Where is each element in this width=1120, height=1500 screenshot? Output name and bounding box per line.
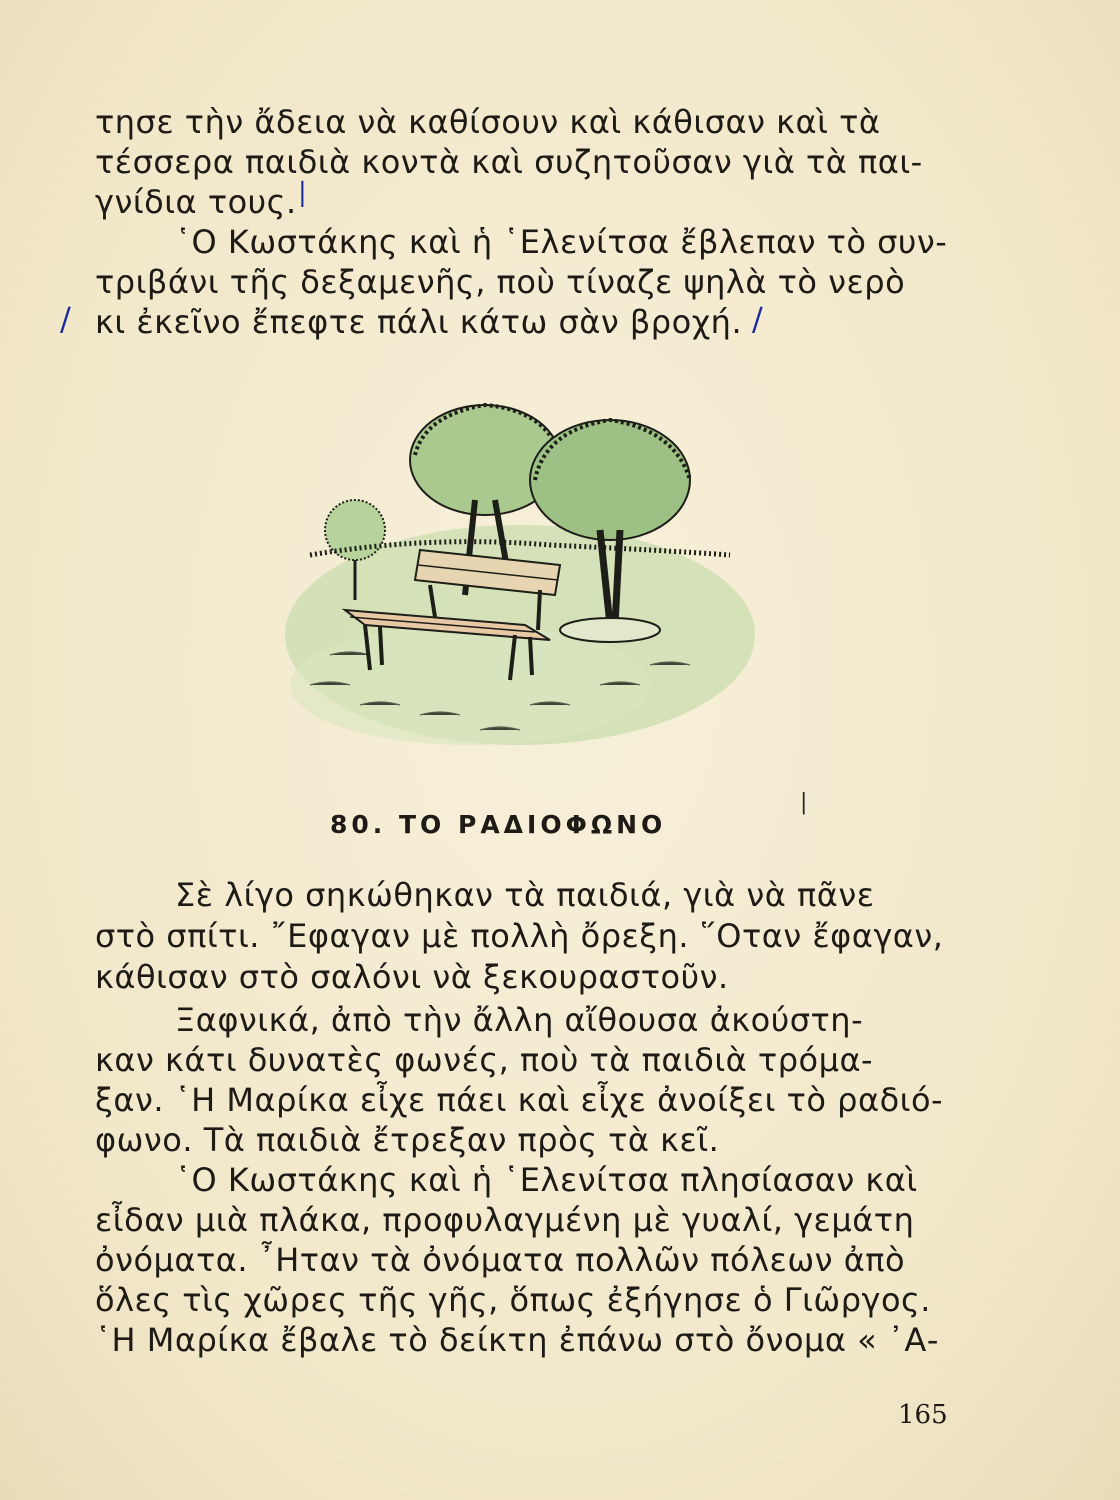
pencil-mark: | — [298, 178, 307, 208]
text-line: καν κάτι δυνατὲς φωνές, ποὺ τὰ παιδιὰ τρόμα- — [95, 1041, 874, 1079]
park-bench-illustration — [270, 385, 760, 755]
pencil-mark: / — [752, 300, 763, 338]
text-line: ῾Ο Κωστάκης καὶ ἡ ῾Ελενίτσα πλησίασαν καὶ — [175, 1161, 918, 1199]
text-line: κι ἐκεῖνο ἔπεφτε πάλι κάτω σὰν βροχή. — [95, 303, 743, 341]
text-line: εἶδαν μιὰ πλάκα, προφυλαγμένη μὲ γυαλί, γεμάτη — [95, 1201, 915, 1239]
text-line: τησε τὴν ἄδεια νὰ καθίσουν καὶ κάθισαν καὶ τὰ — [95, 103, 881, 141]
text-line: ξαν. ῾Η Μαρίκα εἶχε πάει καὶ εἶχε ἀνοίξει τὸ ραδιό- — [95, 1081, 944, 1119]
text-line: τριβάνι τῆς δεξαμενῆς, ποὺ τίναζε ψηλὰ τὸ νερὸ — [95, 263, 906, 301]
page-number: 165 — [898, 1400, 948, 1430]
pencil-mark: / — [60, 300, 71, 338]
text-line: ῾Η Μαρίκα ἔβαλε τὸ δείκτη ἐπάνω στὸ ὄνομα « ᾿Α- — [95, 1321, 939, 1359]
section-heading: 80. ΤΟ ΡΑΔΙΟΦΩΝΟ — [330, 810, 667, 839]
pencil-mark: | — [800, 790, 808, 815]
text-line: Σὲ λίγο σηκώθηκαν τὰ παιδιά, γιὰ νὰ πᾶνε — [175, 876, 875, 914]
text-line: ὀνόματα. ῏Ηταν τὰ ὀνόματα πολλῶν πόλεων ἀπὸ — [95, 1241, 906, 1279]
text-line: ὅλες τὶς χῶρες τῆς γῆς, ὅπως ἐξήγησε ὁ Γιῶργος. — [95, 1281, 931, 1319]
text-line: ῾Ο Κωστάκης καὶ ἡ ῾Ελενίτσα ἔβλεπαν τὸ συν- — [175, 223, 948, 261]
text-line: τέσσερα παιδιὰ κοντὰ καὶ συζητοῦσαν γιὰ τὰ παι- — [95, 143, 923, 181]
text-line: Ξαφνικά, ἀπὸ τὴν ἄλλη αἴθουσα ἀκούστη- — [175, 1001, 864, 1039]
text-line: στὸ σπίτι. ῎Εφαγαν μὲ πολλὴ ὄρεξη. ῞Οταν ἔφαγαν, — [95, 917, 944, 955]
text-line: γνίδια τους. — [95, 183, 297, 221]
text-line: φωνο. Τὰ παιδιὰ ἔτρεξαν πρὸς τὰ κεῖ. — [95, 1121, 720, 1159]
text-line: κάθισαν στὸ σαλόνι νὰ ξεκουραστοῦν. — [95, 958, 729, 996]
